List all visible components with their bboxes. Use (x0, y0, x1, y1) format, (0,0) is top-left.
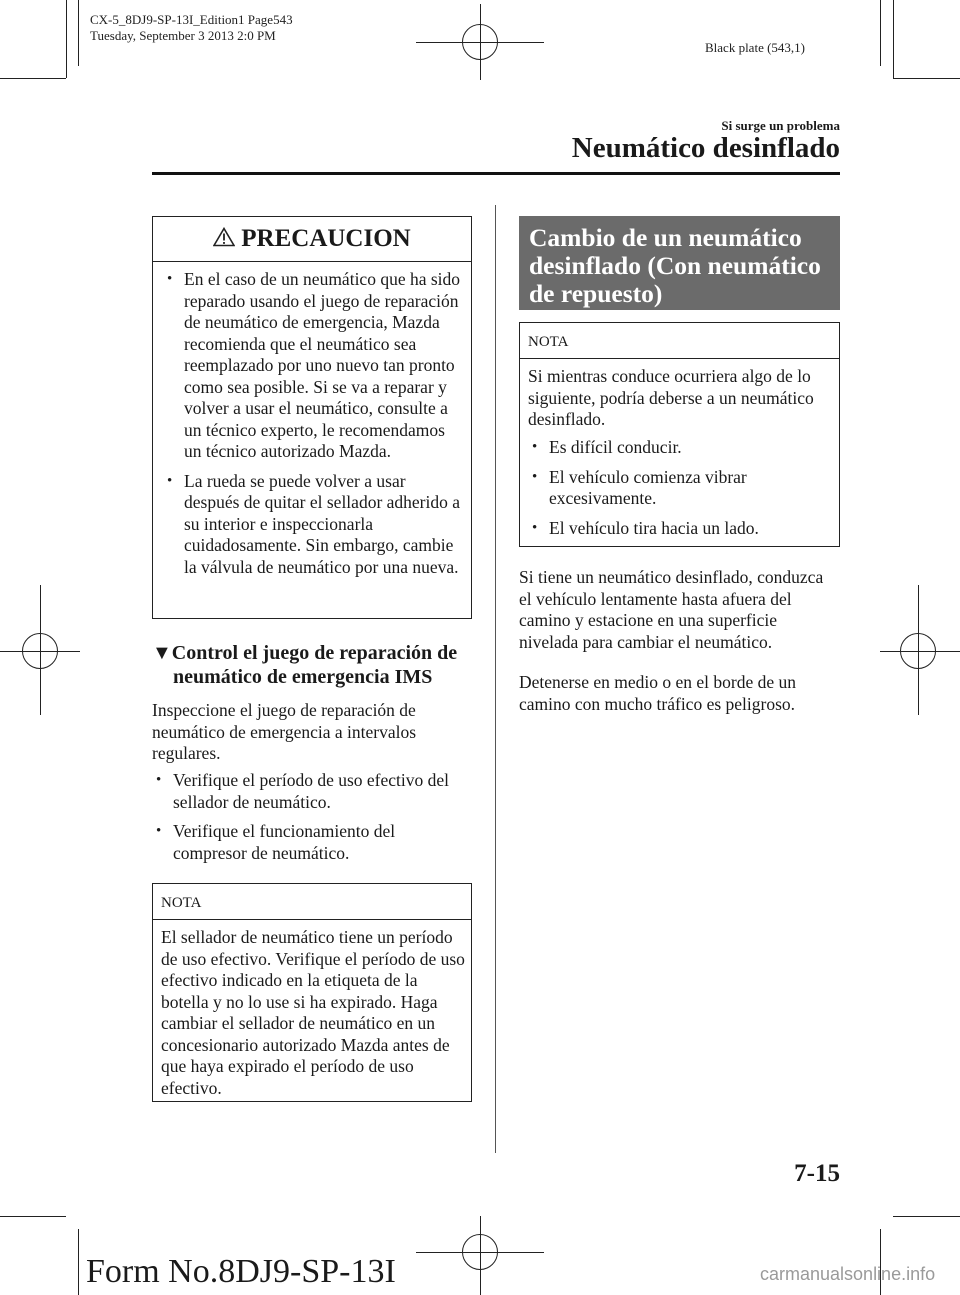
precaution-list (163, 269, 465, 586)
control-heading-line1: Control el juego de reparación de (171, 642, 458, 664)
crosshair-right (900, 633, 936, 669)
triangle-down-icon: ▼ (152, 642, 172, 664)
warning-icon (213, 227, 235, 247)
print-job-id: CX-5_8DJ9-SP-13I_Edition1 Page543 (90, 12, 293, 27)
right-paragraph-1: Si tiene un neumático desinflado, conduzca el vehículo lentamente hasta afuera del camino y estacione en una superficie nivelada para cambiar el neumático. (519, 567, 824, 652)
note-box-right (519, 322, 840, 547)
note-box-left (152, 883, 472, 1102)
list-item: • Es difícil conducir. (528, 437, 834, 459)
crosshair-left (22, 633, 58, 669)
page-number: 7-15 (794, 1160, 840, 1187)
list-item: • La rueda se puede volver a usar después de quitar el sellador adherido a su interior e inspeccionarla cuidadosamente. Sin embargo, cambie la válvula de neumático por una nueva. (163, 471, 465, 579)
change-tire-heading: Cambio de un neumático desinflado (Con neumático de repuesto) (519, 216, 840, 310)
black-plate-label: Black plate (543,1) (705, 40, 805, 55)
note-title: NOTA (528, 334, 569, 350)
note-text: El sellador de neumático tiene un período de uso efectivo. Verifique el período de uso efectivo indicado en la etiqueta de la botella y no lo use si ha expirado. Haga cambiar el sellador de neumático en un concesionario autorizado Mazda antes de que haya expirado el período de uso efectivo. (161, 927, 465, 1098)
column-divider (495, 205, 496, 1153)
section-label: Si surge un problema (721, 118, 840, 133)
list-item: • Verifique el funcionamiento del compresor de neumático. (152, 821, 472, 864)
control-intro: Inspeccione el juego de reparación de neumático de emergencia a intervalos regulares. (152, 700, 417, 763)
list-item: • El vehículo tira hacia un lado. (528, 518, 834, 540)
right-paragraph-2: Detenerse en medio o en el borde de un camino con mucho tráfico es peligroso. (519, 672, 796, 714)
list-item: • En el caso de un neumático que ha sido reparado usando el juego de reparación de neumático de emergencia, Mazda recomienda que el neumático sea reemplazado por uno nuevo tan pronto como sea posible. Si se va a reparar y volver a usar el neumático, consulte a un técnico experto, le recomendamos un técnico autorizado Mazda. (163, 269, 465, 463)
note-title: NOTA (161, 895, 202, 911)
precaution-header (153, 225, 471, 253)
control-heading (152, 641, 482, 689)
note-list (528, 437, 834, 547)
control-heading-line2: neumático de emergencia IMS (173, 666, 433, 688)
watermark: carmanualsonline.info (760, 1264, 936, 1284)
print-timestamp: Tuesday, September 3 2013 2:0 PM (90, 28, 276, 43)
list-item: • El vehículo comienza vibrar excesivamente. (528, 467, 834, 510)
form-number: Form No.8DJ9-SP-13I (86, 1253, 396, 1290)
list-item: • Verifique el período de uso efectivo del sellador de neumático. (152, 770, 472, 813)
precaution-title: PRECAUCION (241, 225, 411, 252)
page-title: Neumático desinflado (571, 132, 840, 164)
crosshair-top (462, 24, 498, 60)
precaution-box (152, 216, 472, 619)
crosshair-bottom (462, 1234, 498, 1270)
header-rule (152, 172, 840, 175)
control-list (152, 770, 472, 872)
note-text: Si mientras conduce ocurriera algo de lo siguiente, podría deberse a un neumático desinflado. (528, 366, 814, 429)
